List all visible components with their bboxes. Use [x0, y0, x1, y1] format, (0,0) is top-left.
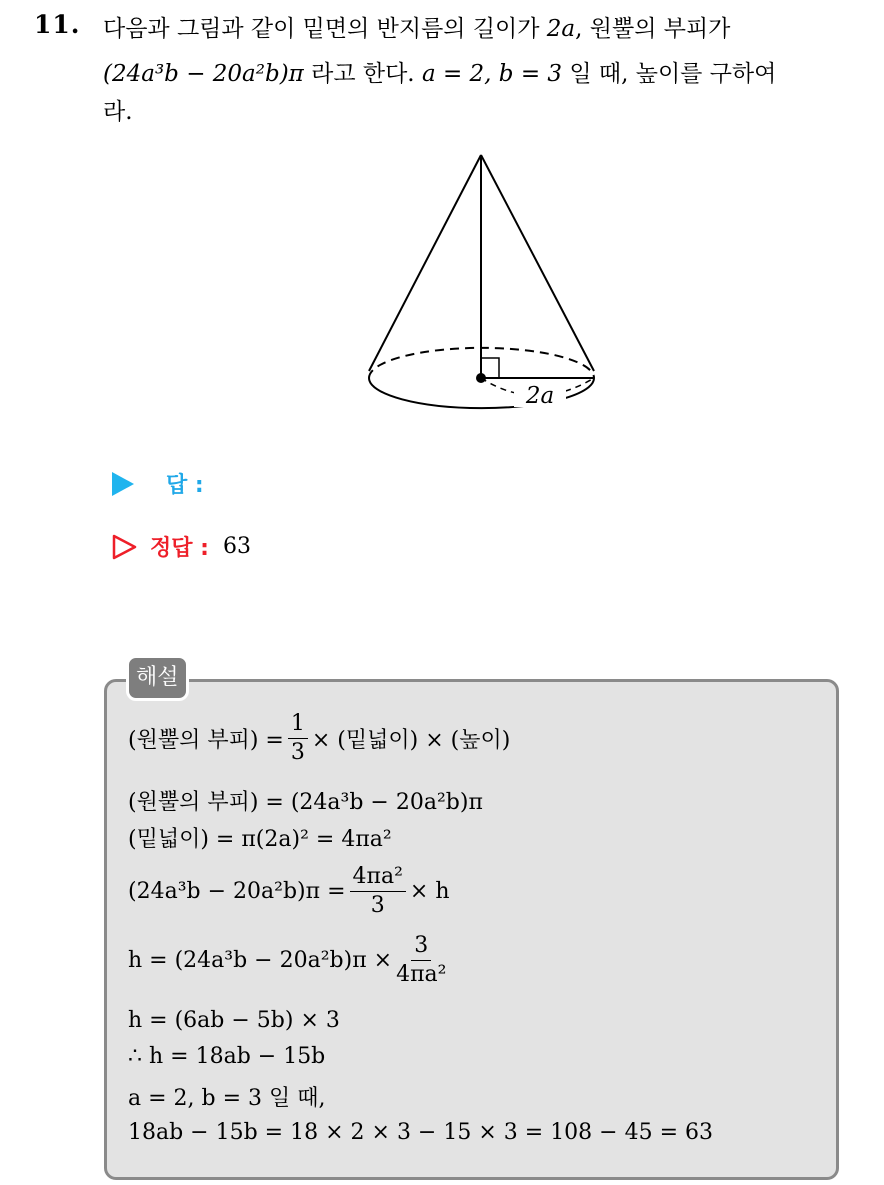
question-line-2 — [103, 55, 776, 88]
correct-arrow-icon — [112, 534, 138, 560]
solution-text: × (밑넓이) × (높이) — [311, 728, 511, 754]
fraction-numerator: 4πa² — [350, 865, 406, 892]
solution-text: (24a³b − 20a²b)π = — [128, 879, 346, 905]
fraction-numerator: 1 — [288, 712, 308, 739]
answer-row — [112, 468, 218, 499]
question-number: 11. — [34, 10, 81, 39]
correct-answer-row — [112, 531, 251, 562]
solution-text: h = (24a³b − 20a²b)π × — [128, 948, 393, 974]
solution-line-4 — [128, 865, 450, 918]
solution-line-8: a = 2, b = 3 일 때, — [128, 1086, 326, 1111]
question-text-tail: , 원뿔의 부피가 — [575, 16, 731, 42]
given-values: a = 2, b = 3 — [421, 61, 563, 87]
solution-line-3: (밑넓이) = π(2a)² = 4πa² — [128, 827, 392, 852]
fraction — [288, 712, 308, 765]
solution-text: (원뿔의 부피) = — [128, 728, 284, 754]
fraction-denominator: 3 — [290, 740, 305, 766]
correct-answer-value: 63 — [222, 534, 251, 559]
answer-arrow-icon — [112, 472, 134, 496]
fraction — [396, 934, 446, 987]
cone-right-edge — [481, 155, 594, 371]
question-text: 라고 한다. — [303, 61, 422, 87]
fraction-numerator: 3 — [411, 934, 431, 961]
solution-line-1 — [128, 712, 510, 765]
cone-left-edge — [369, 155, 481, 371]
solution-line-7: ∴ h = 18ab − 15b — [128, 1044, 326, 1069]
question-text: 다음과 그림과 같이 밑면의 반지름의 길이가 — [103, 16, 547, 42]
fraction-denominator: 4πa² — [396, 962, 447, 988]
fraction — [350, 865, 406, 918]
radius-label: 2a — [525, 383, 555, 409]
cone-figure — [358, 145, 608, 415]
solution-line-6: h = (6ab − 5b) × 3 — [128, 1008, 340, 1033]
base-center-point — [476, 373, 486, 383]
radius-variable: 2a — [546, 16, 576, 42]
question-line-1 — [103, 10, 730, 43]
solution-line-2: (원뿔의 부피) = (24a³b − 20a²b)π — [128, 790, 483, 815]
question-line-3: 라. — [103, 99, 133, 125]
answer-label: 답 : — [166, 473, 204, 498]
fraction-denominator: 3 — [370, 893, 385, 919]
solution-tag: 해설 — [126, 655, 189, 701]
volume-expression: (24a³b − 20a²b)π — [103, 61, 304, 87]
solution-line-9: 18ab − 15b = 18 × 2 × 3 − 15 × 3 = 108 − 45 = 63 — [128, 1120, 714, 1145]
solution-text: × h — [409, 879, 450, 905]
solution-line-5 — [128, 934, 451, 987]
correct-label: 정답 : — [150, 536, 209, 561]
question-text-tail: 일 때, 높이를 구하여 — [562, 61, 777, 87]
